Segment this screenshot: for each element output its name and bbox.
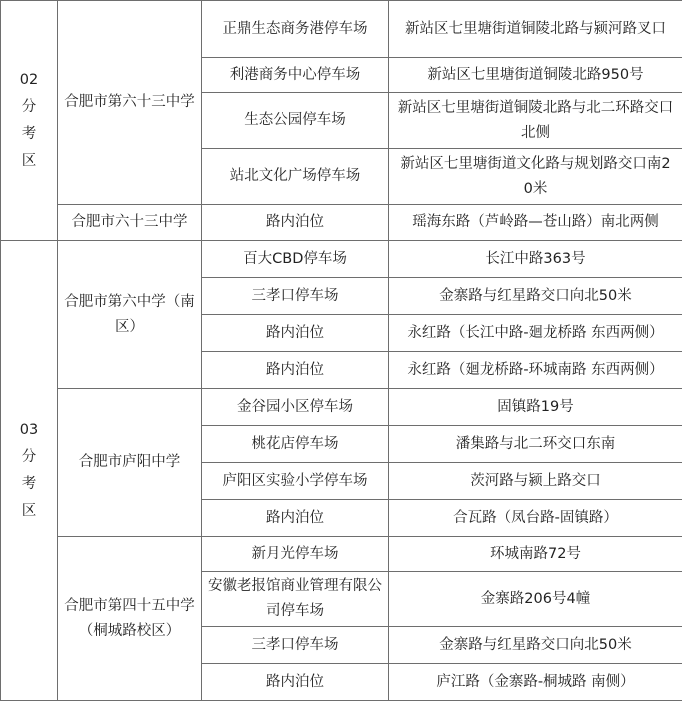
parking-lot-name: 利港商务中心停车场: [202, 58, 389, 93]
parking-address: 金寨路与红星路交口向北50米: [389, 278, 682, 315]
district-cell-03: [1, 241, 58, 701]
parking-address: 永红路（廻龙桥路-环城南路 东西两侧）: [389, 352, 682, 389]
parking-lot-name: 安徽老报馆商业管理有限公司停车场: [202, 572, 389, 627]
parking-lot-name: 路内泊位: [202, 500, 389, 537]
district-char: 考: [3, 121, 55, 148]
district-char: 区: [3, 148, 55, 175]
district-number: 02: [3, 67, 55, 94]
table-row: [1, 389, 682, 426]
district-char: 区: [3, 498, 55, 525]
parking-lot-name: 路内泊位: [202, 315, 389, 352]
parking-address: 潘集路与北二环交口东南: [389, 426, 682, 463]
school-name: 合肥市庐阳中学: [58, 389, 202, 537]
parking-lot-name: 路内泊位: [202, 664, 389, 701]
parking-lot-name: 路内泊位: [202, 205, 389, 241]
parking-lot-name: 生态公园停车场: [202, 93, 389, 149]
parking-address: 固镇路19号: [389, 389, 682, 426]
parking-address: 金寨路206号4幢: [389, 572, 682, 627]
parking-lot-name: 金谷园小区停车场: [202, 389, 389, 426]
district-char: 分: [3, 94, 55, 121]
parking-address: 新站区七里塘街道铜陵北路与颍河路叉口: [389, 1, 682, 58]
parking-lot-name: 三孝口停车场: [202, 278, 389, 315]
parking-lot-name: 新月光停车场: [202, 537, 389, 572]
school-name: 合肥市六十三中学: [58, 205, 202, 241]
parking-address: 庐江路（金寨路-桐城路 南侧）: [389, 664, 682, 701]
table-row: [1, 205, 682, 241]
parking-address: 环城南路72号: [389, 537, 682, 572]
district-number: 03: [3, 417, 55, 444]
parking-address: 长江中路363号: [389, 241, 682, 278]
parking-address: 新站区七里塘街道铜陵北路950号: [389, 58, 682, 93]
parking-lot-name: 庐阳区实验小学停车场: [202, 463, 389, 500]
parking-address: 瑶海东路（芦岭路—苍山路）南北两侧: [389, 205, 682, 241]
school-name: 合肥市第四十五中学（桐城路校区）: [58, 537, 202, 701]
parking-lot-name: 百大CBD停车场: [202, 241, 389, 278]
parking-address: 新站区七里塘街道铜陵北路与北二环路交口北侧: [389, 93, 682, 149]
school-name: 合肥市第六中学（南区）: [58, 241, 202, 389]
table-row: [1, 1, 682, 58]
parking-lot-name: 三孝口停车场: [202, 627, 389, 664]
district-char: 考: [3, 471, 55, 498]
table-row: [1, 537, 682, 572]
parking-lot-name: 正鼎生态商务港停车场: [202, 1, 389, 58]
school-name: 合肥市第六十三中学: [58, 1, 202, 205]
district-char: 分: [3, 444, 55, 471]
parking-address: 茨河路与颍上路交口: [389, 463, 682, 500]
parking-address: 合瓦路（凤台路-固镇路）: [389, 500, 682, 537]
parking-address: 永红路（长江中路-廻龙桥路 东西两侧）: [389, 315, 682, 352]
table-row: [1, 241, 682, 278]
parking-lot-name: 站北文化广场停车场: [202, 149, 389, 205]
parking-lot-name: 桃花店停车场: [202, 426, 389, 463]
parking-address: 新站区七里塘街道文化路与规划路交口南20米: [389, 149, 682, 205]
parking-lot-name: 路内泊位: [202, 352, 389, 389]
district-cell-02: [1, 1, 58, 241]
parking-address: 金寨路与红星路交口向北50米: [389, 627, 682, 664]
